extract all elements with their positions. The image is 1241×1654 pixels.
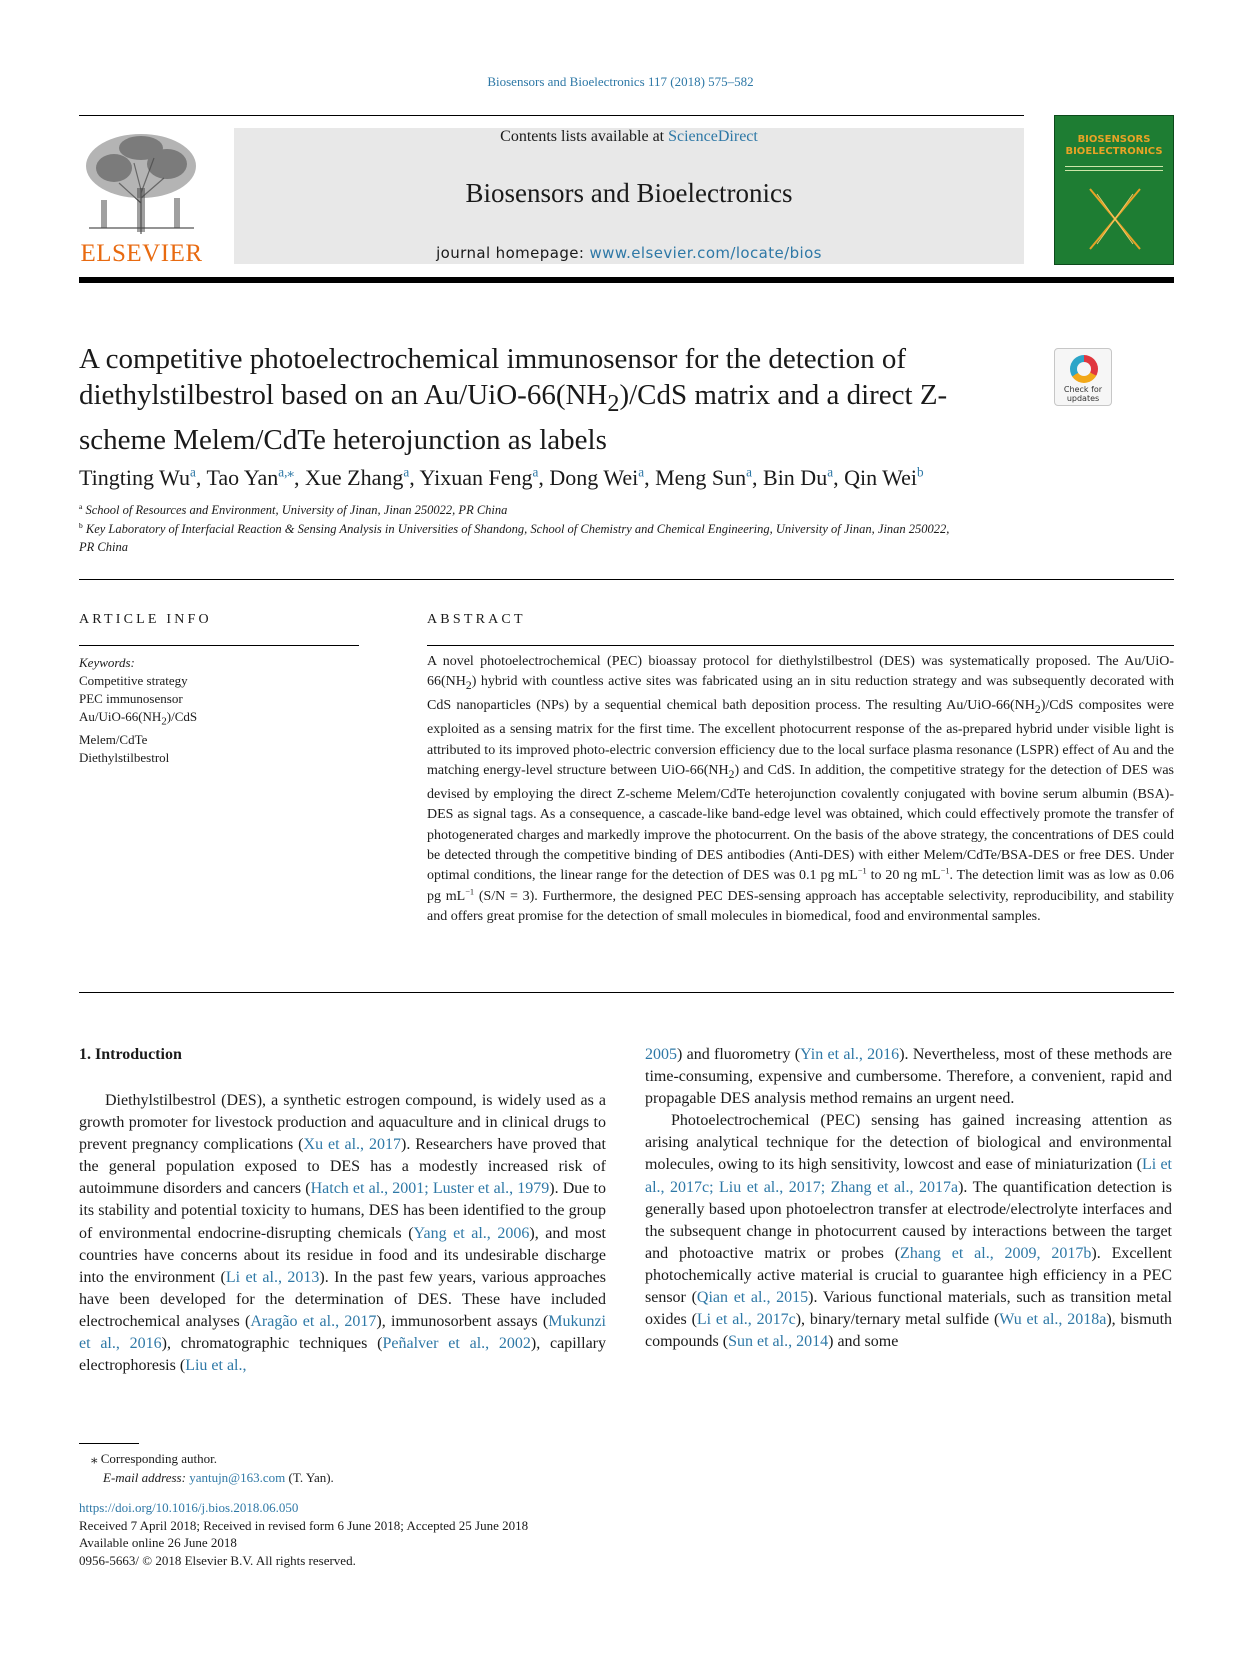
affiliation-text-cont: PR China — [79, 540, 128, 554]
affiliation-text: School of Resources and Environment, University of Jinan, Jinan 250022, PR China — [85, 503, 508, 517]
article-info-heading: ARTICLE INFO — [79, 612, 212, 627]
citation-link[interactable]: Li et al., 2013 — [225, 1268, 320, 1286]
citation-link[interactable]: Li et al., 2017c — [696, 1311, 796, 1329]
affiliation-mark: b — [79, 520, 83, 530]
abstract-rule — [427, 645, 1174, 646]
article-meta — [79, 1499, 528, 1569]
citation-link[interactable]: Li et al., 2017c; Liu et al., 2017; Zhang et al., 2017a — [645, 1156, 1172, 1196]
citation-link[interactable]: Yang et al., 2006 — [413, 1224, 530, 1242]
keywords-label: Keywords: — [79, 655, 135, 670]
keywords-block — [79, 654, 197, 767]
corresponding-label: ⁎ Corresponding author. — [91, 1451, 218, 1466]
homepage-link[interactable]: www.elsevier.com/locate/bios — [589, 244, 822, 262]
journal-name: Biosensors and Bioelectronics — [465, 178, 793, 208]
cover-title — [1055, 134, 1173, 158]
citation-link[interactable]: 2005 — [645, 1046, 677, 1063]
citation-link[interactable]: Sun et al., 2014 — [728, 1333, 829, 1351]
author-list: Tingting Wu$^a$, Tao Yan$^{a,⁎}$, Xue Zhang$^a$, Yixuan Feng$^a$, Dong Wei$^a$, Meng Sun$^a$, Bin Du$^a$, Qin Wei$^b$ — [79, 464, 924, 490]
keyword-item: Melem/CdTe — [79, 731, 148, 747]
email-line: E-mail address: yantujn@163.com (T. Yan). — [103, 1470, 334, 1485]
contents-prefix: Contents lists available at — [500, 128, 669, 145]
cover-line — [1065, 170, 1163, 171]
author[interactable]: Tingting Wu$^a$ — [79, 464, 196, 490]
doi-link[interactable]: https://doi.org/10.1016/j.bios.2018.06.050 — [79, 1500, 299, 1515]
cover-graphic-icon — [1085, 184, 1145, 254]
keyword-item: PEC immunosensor — [79, 691, 183, 706]
section-heading-introduction: 1. Introduction — [79, 1046, 182, 1063]
article-title — [79, 341, 1019, 458]
affiliation-mark: a — [79, 501, 83, 511]
crossmark-label: Check for updates — [1063, 385, 1103, 403]
contents-line — [234, 128, 1024, 146]
affiliation-text: Key Laboratory of Interfacial Reaction & Sensing Analysis in Universities of Shandong, School of Chemistry and Chemical Engineering, University of Jinan, Jinan 250022, — [85, 522, 950, 536]
elsevier-wordmark: ELSEVIER — [80, 240, 203, 267]
title-line3: scheme Melem/CdTe heterojunction as labels — [79, 423, 607, 456]
author[interactable]: Meng Sun$^a$ — [655, 464, 753, 490]
subscript: 2 — [607, 389, 620, 417]
title-line2-part: diethylstilbestrol based on an Au/UiO-66(NH — [79, 379, 608, 411]
crossmark-icon — [1070, 355, 1098, 383]
body-column-right — [645, 1044, 1172, 1353]
header-rule — [79, 115, 1024, 116]
citation-link[interactable]: Liu et al., — [185, 1357, 247, 1375]
email-link[interactable]: yantujn@163.com — [189, 1470, 286, 1485]
title-line1: A competitive photoelectrochemical immunosensor for the detection of — [79, 343, 907, 375]
affiliation-b — [79, 520, 1079, 556]
journal-banner — [234, 128, 1024, 264]
author[interactable]: Yixuan Feng$^a$ — [419, 464, 539, 490]
abstract-bottom-rule — [79, 992, 1174, 993]
journal-cover-thumbnail[interactable] — [1054, 115, 1174, 265]
received-dates: Received 7 April 2018; Received in revised form 6 June 2018; Accepted 25 June 2018 — [79, 1517, 529, 1533]
citation-link[interactable]: Xu et al., 2017 — [303, 1136, 401, 1154]
citation-link[interactable]: Yin et al., 2016 — [800, 1046, 900, 1063]
sciencedirect-link[interactable]: ScienceDirect — [668, 128, 758, 145]
cover-line — [1065, 166, 1163, 167]
citation-link[interactable]: Qian et al., 2015 — [696, 1289, 809, 1307]
body-column-left — [79, 1090, 606, 1377]
paragraph: Photoelectrochemical (PEC) sensing has gained increasing attention as arising analytical technique for the detection of biological and environmental molecules, owing to its high sensitivity, lowcost and ease of miniaturization (Li et al., 2017c; Liu et al., 2017; Zhang et al., 2017a). The quantification detection is generally based upon photoelectron transfer at electrode/electrolyte interfaces and the subsequent change in photocurrent caused by interactions between the target and photoactive matrix or probes (Zhang et al., 2009, 2017b). Excellent photochemically active material is crucial to guarantee high efficiency in a PEC sensor (Qian et al., 2015). Various functional materials, such as transition metal oxides (Li et al., 2017c), binary/ternary metal sulfide (Wu et al., 2018a), bismuth compounds (Sun et al., 2014) and some — [645, 1112, 1173, 1351]
keyword-item: Diethylstilbestrol — [79, 749, 170, 765]
elsevier-logo[interactable] — [79, 128, 204, 268]
title-line2-part: )/CdS matrix and a direct Z- — [619, 379, 948, 411]
article-info-rule — [79, 645, 359, 646]
cover-title-line2: BIOELECTRONICS — [1065, 146, 1163, 157]
citation-link[interactable]: Peñalver et al., 2002 — [382, 1335, 531, 1353]
citation-link[interactable]: Hatch et al., 2001; Luster et al., 1979 — [310, 1180, 550, 1198]
cover-title-line1: BIOSENSORS — [1077, 134, 1151, 145]
available-online: Available online 26 June 2018 — [79, 1535, 237, 1550]
abstract-heading: ABSTRACT — [427, 612, 526, 627]
citation-link[interactable]: Zhang et al., 2009, 2017b — [900, 1244, 1092, 1262]
homepage-prefix: journal homepage: — [436, 244, 590, 262]
keyword-item: $Au/UiO-66(NH_2)$/CdS — [79, 709, 198, 728]
homepage-line — [234, 244, 1024, 262]
author[interactable]: Xue Zhang$^a$ — [305, 464, 410, 490]
author[interactable]: Qin Wei$^b$ — [844, 464, 924, 490]
paragraph: 2005) and fluorometry (Yin et al., 2016). Nevertheless, most of these methods are time-consuming, expensive and cumbersome. Therefore, a convenient, rapid and propagable DES analysis method remains an urgent need. — [645, 1046, 1172, 1108]
citation-link[interactable]: Aragão et al., 2017 — [250, 1312, 377, 1330]
paragraph: Diethylstilbestrol (DES), a synthetic estrogen compound, is widely used as a growth promoter for livestock production and aquaculture and in clinical drugs to prevent pregnancy complications (Xu et al., 2017). Researchers have proved that the general population exposed to DES has a modestly increased risk of autoimmune disorders and cancers (Hatch et al., 2001; Luster et al., 1979). Due to its stability and potential toxicity to humans, DES has been identified to the group of environmental endocrine-disrupting chemicals (Yang et al., 2006), and most countries have concerns about its residue in food and its undesirable discharge into the environment (Li et al., 2013). In the past few years, various approaches have been developed for the determination of DES. These have included electrochemical analyses (Aragão et al., 2017), immunosorbent assays (Mukunzi et al., 2016), chromatographic techniques (Peñalver et al., 2002), capillary electrophoresis (Liu et al., — [79, 1092, 607, 1375]
citation-link[interactable]: Mukunzi et al., 2016 — [79, 1312, 606, 1353]
section-rule — [79, 579, 1174, 580]
keyword-item: Competitive strategy — [79, 673, 188, 688]
citation-link[interactable]: Wu et al., 2018a — [999, 1311, 1107, 1329]
copyright: 0956-5663/ © 2018 Elsevier B.V. All rights reserved. — [79, 1552, 356, 1568]
corresponding-author-footnote — [79, 1449, 334, 1487]
title-line2 — [79, 377, 1019, 422]
check-for-updates-button[interactable] — [1054, 348, 1112, 406]
abstract-text: A novel photoelectrochemical (PEC) bioassay protocol for diethylstilbestrol (DES) was systematically proposed. The $Au/UiO-66(NH_2)$ hybrid with countless active sites was fabricated using an in situ reduction strategy and was subsequently decorated with CdS nanoparticles (NPs) by a sequential chemical bath deposition process. The resulting $Au/UiO-66(NH_2)$/CdS composites were exploited as a sensing matrix for the first time. The excellent photocurrent response of the as-prepared hybrid under visible light is attributed to its improved photo-electric conversion efficiency due to the local surface plasma resonance (LSPR) effect of Au and the matching energy-level structure between UiO-$66(NH_2)$ and CdS. In addition, the competitive strategy for the detection of DES was devised by employing the direct Z-scheme Melem/CdTe heterojunction covalently conjugated with bovine serum albumin (BSA)-DES as signal tags. As a consequence, a cascade-like band-edge level was obtained, which could effectively promote the transfer of photogenerated charges and markedly improve the photocurrent. On the basis of the above strategy, the concentrations of DES could be detected through the competitive binding of DES antibodies (Anti-DES) with either Melem/CdTe/BSA-DES or free DES. Under optimal conditions, the linear range for the detection of DES was 0.1 pg $mL^{-1}$ to 20 ng $mL^{-1}$. The detection limit was as low as 0.06 pg $mL^{-1}$ (S/N = 3). Furthermore, the designed PEC DES-sensing approach has acceptable selectivity, reproducibility, and stability and offers great promise for the detection of small molecules in biomedical, food and environmental samples. — [427, 654, 1174, 924]
journal-citation-link[interactable]: Biosensors and Bioelectronics 117 (2018) 575–582 — [487, 74, 754, 89]
author[interactable]: Dong Wei$^a$ — [549, 464, 645, 490]
footnote-rule — [79, 1443, 139, 1444]
author[interactable]: Bin Du$^a$ — [763, 464, 834, 490]
header-thick-rule — [79, 277, 1174, 283]
tree-icon — [79, 128, 204, 236]
author[interactable]: Tao Yan$^{a,⁎}$ — [206, 464, 295, 490]
affiliation-a — [79, 501, 1079, 519]
